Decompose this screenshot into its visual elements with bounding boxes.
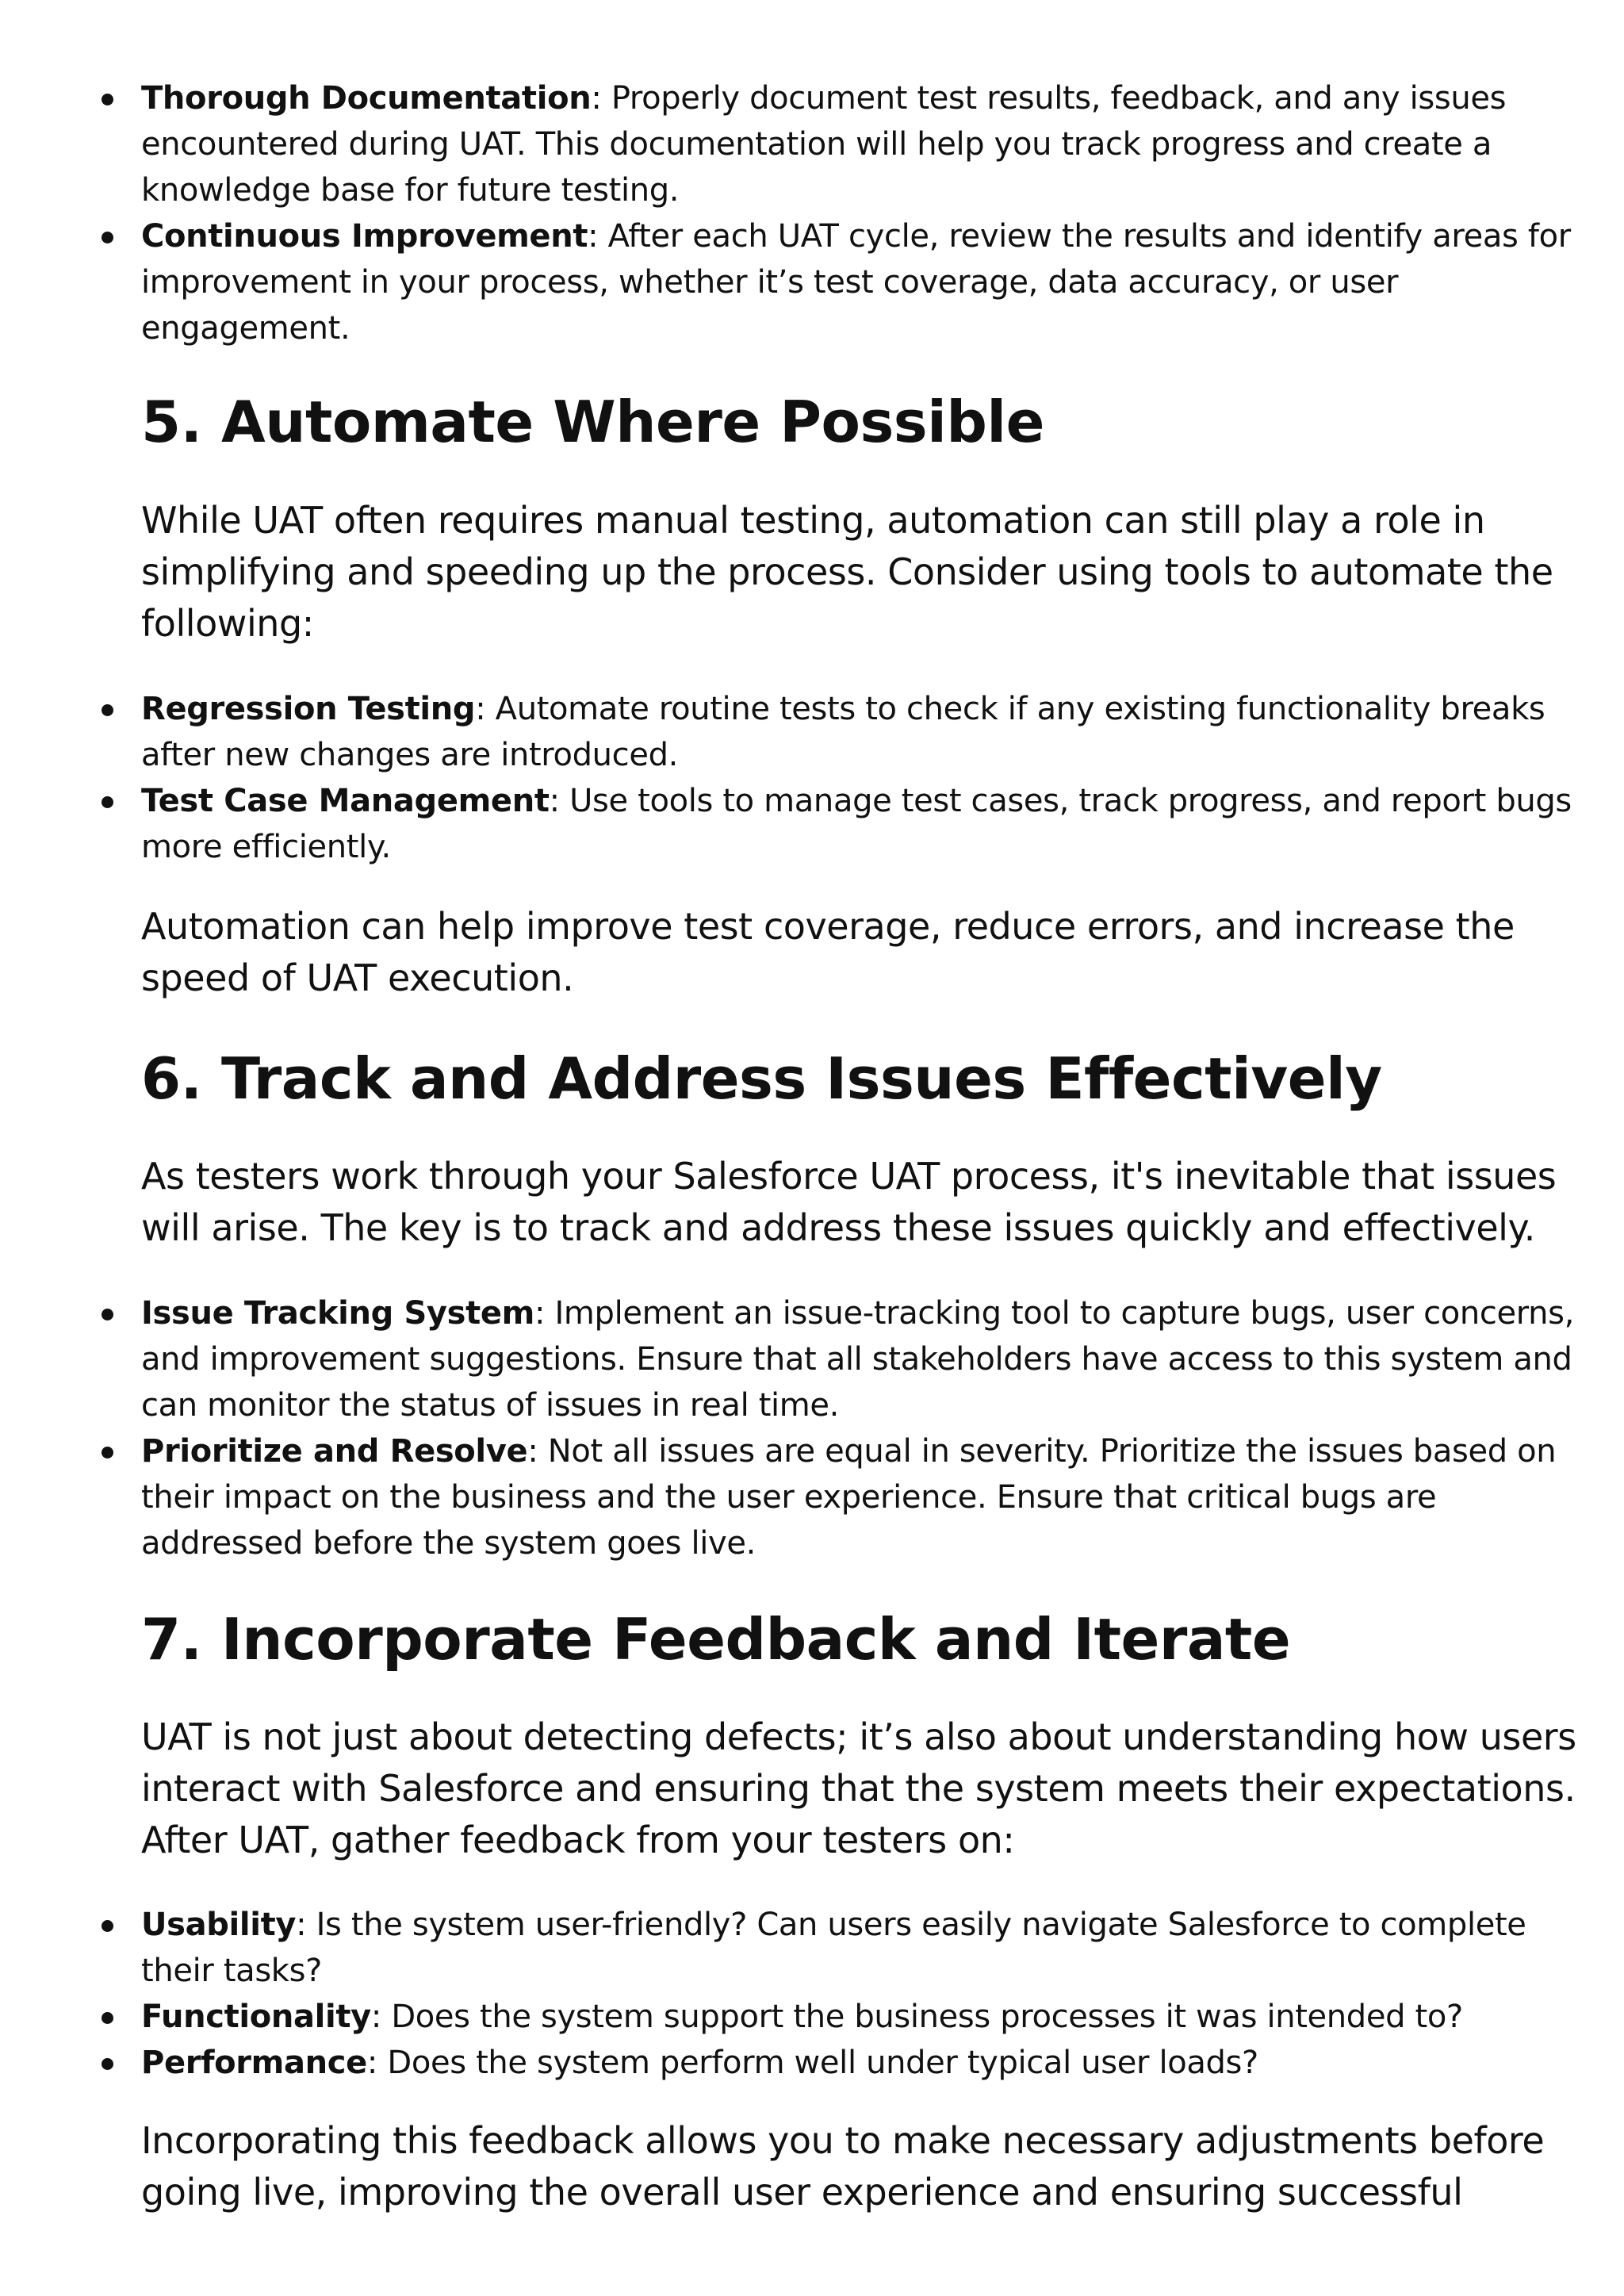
bullet-icon [102, 1447, 113, 1458]
list-item-text: : Implement an issue-tracking tool to capture bugs, user concerns, and improvement suggestions. Ensure that all stakeholders have access to this system and can monitor the status of issues in real time. [141, 1295, 1574, 1424]
list-item [0, 1290, 1624, 1428]
list-item-text: : Automate routine tests to check if any existing functionality breaks after new changes are introduced. [141, 691, 1545, 773]
list-item [0, 1428, 1624, 1566]
list-item-term: Usability [141, 1907, 297, 1943]
list-item-text: : Use tools to manage test cases, track progress, and report bugs more efficiently. [141, 783, 1572, 865]
list-item-term: Functionality [141, 1999, 371, 2035]
bullet-icon [102, 1309, 113, 1320]
list-item [0, 1902, 1624, 1994]
bullet-icon [102, 232, 113, 243]
section-heading: 7. Incorporate Feedback and Iterate [141, 1606, 1291, 1673]
section-intro-paragraph: While UAT often requires manual testing, automation can still play a role in simplifying and speeding up the process. Consider using tools to automate the following: [141, 499, 1553, 645]
list-item-text: : Does the system perform well under typical user loads? [366, 2045, 1258, 2081]
section-outro-paragraph: Incorporating this feedback allows you to make necessary adjustments before going live, improving the overall user experience and ensuring successful [141, 2119, 1545, 2214]
list-item-term: Prioritize and Resolve [141, 1433, 528, 1470]
bullet-icon [102, 704, 113, 716]
list-item-text: : After each UAT cycle, review the results and identify areas for improvement in your process, whether it’s test coverage, data accuracy, or user engagement. [141, 218, 1571, 347]
list-item-text: : Does the system support the business processes it was intended to? [370, 1999, 1463, 2035]
list-item-term: Test Case Management [141, 783, 550, 819]
list-item [0, 75, 1624, 213]
list-item-text: : Is the system user-friendly? Can users easily navigate Salesforce to complete their tasks? [141, 1907, 1526, 1989]
bullet-list-section6 [0, 1290, 1624, 1566]
section-intro-paragraph: UAT is not just about detecting defects; it’s also about understanding how users interact with Salesforce and ensuring that the system meets their expectations. After UAT, gather feedback from your testers on: [141, 1715, 1576, 1861]
list-item-term: Issue Tracking System [141, 1295, 534, 1332]
list-item [0, 213, 1624, 351]
section-heading: 5. Automate Where Possible [141, 389, 1044, 455]
bullet-icon [102, 2012, 113, 2024]
bullet-list-top [0, 75, 1624, 351]
list-item [0, 686, 1624, 778]
section-outro-paragraph: Automation can help improve test coverage, reduce errors, and increase the speed of UAT execution. [141, 905, 1515, 999]
bullet-list-section7 [0, 1902, 1624, 2086]
bullet-list-section5 [0, 686, 1624, 870]
list-item [0, 778, 1624, 870]
bullet-icon [102, 1920, 113, 1932]
bullet-icon [102, 94, 113, 105]
list-item-term: Thorough Documentation [141, 80, 592, 117]
list-item [0, 1994, 1624, 2040]
section-intro-paragraph: As testers work through your Salesforce UAT process, it's inevitable that issues will arise. The key is to track and address these issues quickly and effectively. [141, 1155, 1557, 1249]
list-item-term: Performance [141, 2045, 367, 2081]
bullet-icon [102, 796, 113, 808]
list-item-text: : Not all issues are equal in severity. Prioritize the issues based on their impact on the business and the user experience. Ensure that critical bugs are addressed before the system goes live. [141, 1433, 1557, 1562]
list-item [0, 2040, 1624, 2086]
section-heading: 6. Track and Address Issues Effectively [141, 1045, 1382, 1112]
list-item-text: : Properly document test results, feedback, and any issues encountered during UAT. This documentation will help you track progress and create a knowledge base for future testing. [141, 80, 1507, 209]
list-item-term: Continuous Improvement [141, 218, 588, 255]
list-item-term: Regression Testing [141, 691, 476, 727]
bullet-icon [102, 2058, 113, 2070]
